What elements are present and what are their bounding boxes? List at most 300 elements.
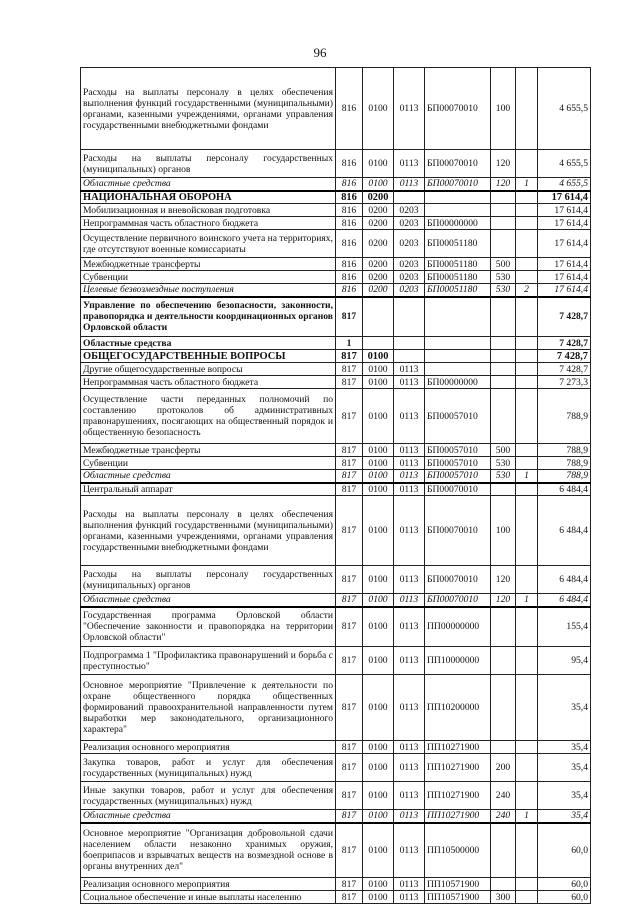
row-csr: ПП10571900 [425,891,491,904]
row-rz: 0100 [363,376,394,389]
row-sum: 35,4 [538,754,591,782]
row-sum: 17 614,4 [538,284,591,297]
row-name: Расходы на выплаты персоналу в целях обеспечения выполнения функций государственными (муниципальными) органами, казенными учреждениями, органами управления государственными внебюджетными фондами [81,68,336,150]
row-ved: 816 [336,150,363,178]
row-vr [491,217,516,230]
row-sum: 95,4 [538,647,591,675]
row-src [516,675,538,741]
row-sum: 17 614,4 [538,191,591,204]
row-ved: 816 [336,204,363,217]
row-vr: 120 [491,594,516,607]
row-ved: 817 [336,647,363,675]
row-sum: 17 614,4 [538,271,591,284]
row-ved: 817 [336,297,363,337]
row-sum: 788,9 [538,444,591,457]
table-row [81,204,591,217]
row-src [516,566,538,594]
row-vr [491,647,516,675]
row-csr: ПП10000000 [425,647,491,675]
table-row [81,284,591,297]
row-ved: 817 [336,350,363,363]
table-row [81,891,591,904]
row-rz: 0200 [363,230,394,258]
table-row [81,782,591,810]
row-src [516,258,538,271]
row-ved: 816 [336,68,363,150]
table-row [81,810,591,823]
row-csr: БП00070010 [425,150,491,178]
table-row [81,594,591,607]
row-sum: 60,0 [538,823,591,878]
row-vr [491,389,516,444]
table-row [81,271,591,284]
row-sum: 6 484,4 [538,566,591,594]
row-src [516,891,538,904]
row-vr [491,823,516,878]
row-sum: 60,0 [538,878,591,891]
row-rz: 0200 [363,204,394,217]
row-sum: 60,0 [538,891,591,904]
row-name: Областные средства [81,594,336,607]
row-csr: БП00057010 [425,444,491,457]
row-vr [491,297,516,337]
row-rz: 0200 [363,284,394,297]
row-pr: 0113 [394,594,425,607]
row-pr: 0113 [394,891,425,904]
row-vr [491,878,516,891]
table-row [81,823,591,878]
row-name: НАЦИОНАЛЬНАЯ ОБОРОНА [81,191,336,204]
row-src: 2 [516,284,538,297]
row-csr: БП00057010 [425,457,491,470]
row-rz: 0100 [363,483,394,496]
row-src [516,230,538,258]
row-ved: 817 [336,376,363,389]
row-src: 1 [516,594,538,607]
row-src [516,271,538,284]
row-pr: 0203 [394,271,425,284]
row-rz: 0100 [363,741,394,754]
row-ved: 817 [336,891,363,904]
row-vr [491,607,516,647]
row-rz: 0100 [363,782,394,810]
row-pr: 0113 [394,68,425,150]
table-row [81,878,591,891]
row-ved: 817 [336,754,363,782]
row-src [516,217,538,230]
table-row [81,470,591,483]
row-rz: 0100 [363,823,394,878]
row-src [516,376,538,389]
row-sum: 35,4 [538,810,591,823]
row-src: 1 [516,810,538,823]
row-ved: 816 [336,191,363,204]
row-name: Мобилизационная и вневойсковая подготовка [81,204,336,217]
row-src [516,337,538,350]
row-csr [425,350,491,363]
row-pr: 0113 [394,389,425,444]
row-name: Осуществление части переданных полномочий по составлению протоколов об административных правонарушениях, посягающих на общественный порядок и общественную безопасность [81,389,336,444]
row-src [516,191,538,204]
row-ved: 816 [336,271,363,284]
row-pr: 0113 [394,741,425,754]
row-sum: 7 428,7 [538,363,591,376]
row-vr: 500 [491,444,516,457]
table-row [81,376,591,389]
row-ved: 1 [336,337,363,350]
row-sum: 4 655,5 [538,68,591,150]
row-rz: 0100 [363,594,394,607]
row-csr: БП00070010 [425,566,491,594]
row-name: Областные средства [81,178,336,191]
row-pr: 0113 [394,823,425,878]
row-csr: БП00070010 [425,68,491,150]
row-name: Управление по обеспечению безопасности, законности, правопорядка и деятельности координационных органов Орловской области [81,297,336,337]
row-src [516,457,538,470]
table-row [81,258,591,271]
row-name: Областные средства [81,810,336,823]
row-vr: 240 [491,810,516,823]
row-name: Реализация основного мероприятия [81,741,336,754]
row-ved: 817 [336,444,363,457]
row-name: Непрограммная часть областного бюджета [81,376,336,389]
row-csr [425,337,491,350]
row-rz: 0100 [363,457,394,470]
row-sum: 6 484,4 [538,594,591,607]
row-ved: 816 [336,284,363,297]
row-pr [394,350,425,363]
row-pr: 0113 [394,470,425,483]
row-csr: БП00051180 [425,258,491,271]
row-vr [491,204,516,217]
row-csr: БП00057010 [425,470,491,483]
row-src [516,363,538,376]
row-pr: 0203 [394,258,425,271]
row-csr: ПП10200000 [425,675,491,741]
row-ved: 817 [336,363,363,376]
row-sum: 4 655,5 [538,178,591,191]
row-vr [491,230,516,258]
row-name: Основное мероприятие "Организация добровольной сдачи населением области незаконно хранимых оружия, боеприпасов и взрывчатых веществ на возмездной основе в органы внутренних дел" [81,823,336,878]
row-vr [491,363,516,376]
row-pr: 0113 [394,444,425,457]
row-rz: 0100 [363,470,394,483]
row-pr: 0113 [394,457,425,470]
row-sum: 35,4 [538,782,591,810]
row-vr: 530 [491,284,516,297]
row-csr: БП00070010 [425,178,491,191]
row-name: Иные закупки товаров, работ и услуг для обеспечения государственных (муниципальных) нужд [81,782,336,810]
row-rz: 0100 [363,68,394,150]
row-rz: 0100 [363,363,394,376]
row-src [516,483,538,496]
row-rz: 0100 [363,607,394,647]
row-sum: 155,4 [538,607,591,647]
row-name: Осуществление первичного воинского учета на территориях, где отсутствуют военные комиссариаты [81,230,336,258]
row-vr: 240 [491,782,516,810]
row-ved: 817 [336,823,363,878]
row-ved: 817 [336,483,363,496]
row-name: Межбюджетные трансферты [81,444,336,457]
row-ved: 816 [336,217,363,230]
table-row [81,350,591,363]
row-src [516,68,538,150]
row-csr: ПП10500000 [425,823,491,878]
row-name: Основное мероприятие "Привлечение к деятельности по охране общественного порядка общественных формирований правоохранительной направленности путем выработки мер законодательного, организационного характера" [81,675,336,741]
row-name: Целевые безвозмездные поступления [81,284,336,297]
row-rz: 0200 [363,191,394,204]
row-name: Областные средства [81,337,336,350]
row-sum: 788,9 [538,470,591,483]
row-sum: 788,9 [538,389,591,444]
row-name: Межбюджетные трансферты [81,258,336,271]
row-vr: 100 [491,68,516,150]
row-sum: 17 614,4 [538,258,591,271]
row-vr: 530 [491,457,516,470]
row-name: Закупка товаров, работ и услуг для обеспечения государственных (муниципальных) нужд [81,754,336,782]
row-ved: 817 [336,389,363,444]
row-src [516,754,538,782]
row-sum: 17 614,4 [538,217,591,230]
row-vr: 530 [491,470,516,483]
row-csr: БП00000000 [425,217,491,230]
row-sum: 17 614,4 [538,230,591,258]
row-ved: 817 [336,782,363,810]
row-ved: 817 [336,594,363,607]
row-ved: 817 [336,457,363,470]
row-pr: 0113 [394,754,425,782]
row-name: Непрограммная часть областного бюджета [81,217,336,230]
row-pr: 0203 [394,217,425,230]
row-src [516,647,538,675]
row-csr: БП00070010 [425,496,491,566]
row-csr [425,204,491,217]
row-rz: 0200 [363,217,394,230]
table-row [81,741,591,754]
row-csr: БП00000000 [425,376,491,389]
row-vr: 200 [491,754,516,782]
row-ved: 817 [336,810,363,823]
row-name: Субвенции [81,457,336,470]
row-csr: БП00051180 [425,284,491,297]
row-rz: 0100 [363,754,394,782]
row-sum: 4 655,5 [538,150,591,178]
table-row [81,178,591,191]
row-vr [491,483,516,496]
row-ved: 817 [336,566,363,594]
row-src: 1 [516,178,538,191]
row-sum: 35,4 [538,675,591,741]
row-name: Другие общегосударственные вопросы [81,363,336,376]
row-src [516,782,538,810]
row-src [516,823,538,878]
row-src [516,150,538,178]
row-name: Реализация основного мероприятия [81,878,336,891]
table-row [81,675,591,741]
row-name: Социальное обеспечение и иные выплаты населению [81,891,336,904]
row-name: Расходы на выплаты персоналу в целях обеспечения выполнения функций государственными (муниципальными) органами, казенными учреждениями, органами управления государственными внебюджетными фондами [81,496,336,566]
table-row [81,191,591,204]
row-name: Государственная программа Орловской области "Обеспечение законности и правопорядка на территории Орловской области" [81,607,336,647]
row-name: Субвенции [81,271,336,284]
row-pr [394,297,425,337]
row-vr [491,337,516,350]
row-rz: 0200 [363,258,394,271]
row-rz: 0100 [363,878,394,891]
row-src [516,389,538,444]
page-number: 96 [313,45,327,60]
row-vr [491,376,516,389]
row-name: Расходы на выплаты персоналу государственных (муниципальных) органов [81,150,336,178]
row-csr: ПП00000000 [425,607,491,647]
row-pr: 0113 [394,150,425,178]
row-csr: ПП10271900 [425,754,491,782]
row-rz: 0100 [363,389,394,444]
row-name: Расходы на выплаты персоналу государственных (муниципальных) органов [81,566,336,594]
row-rz [363,297,394,337]
table-row [81,457,591,470]
row-rz: 0100 [363,444,394,457]
row-csr [425,363,491,376]
row-rz: 0100 [363,178,394,191]
row-sum: 7 428,7 [538,337,591,350]
row-vr: 300 [491,891,516,904]
row-ved: 817 [336,607,363,647]
row-sum: 6 484,4 [538,483,591,496]
row-name: Подпрограмма 1 "Профилактика правонарушений и борьба с преступностью" [81,647,336,675]
table-row [81,150,591,178]
row-csr: ПП10271900 [425,782,491,810]
row-pr [394,191,425,204]
row-rz: 0100 [363,566,394,594]
row-pr: 0203 [394,230,425,258]
row-src [516,496,538,566]
row-vr [491,675,516,741]
table-row [81,363,591,376]
table-row [81,607,591,647]
row-sum: 7 428,7 [538,350,591,363]
row-ved: 816 [336,178,363,191]
row-pr [394,337,425,350]
row-rz: 0100 [363,350,394,363]
row-pr: 0113 [394,878,425,891]
row-pr: 0113 [394,483,425,496]
table-row [81,389,591,444]
row-csr: ПП10571900 [425,878,491,891]
table-row [81,496,591,566]
row-pr: 0113 [394,810,425,823]
row-pr: 0113 [394,496,425,566]
row-src [516,878,538,891]
row-name: Центральный аппарат [81,483,336,496]
row-pr: 0113 [394,376,425,389]
row-ved: 816 [336,230,363,258]
row-name: Областные средства [81,470,336,483]
row-csr [425,297,491,337]
row-vr [491,350,516,363]
row-rz: 0100 [363,150,394,178]
row-csr: БП00051180 [425,271,491,284]
row-pr: 0113 [394,607,425,647]
table-row [81,230,591,258]
table-row [81,647,591,675]
row-sum: 17 614,4 [538,204,591,217]
row-sum: 35,4 [538,741,591,754]
row-vr [491,191,516,204]
table-row [81,217,591,230]
row-src [516,444,538,457]
row-pr: 0113 [394,178,425,191]
row-ved: 817 [336,470,363,483]
row-vr: 530 [491,271,516,284]
row-vr: 100 [491,496,516,566]
row-src [516,607,538,647]
row-vr: 120 [491,150,516,178]
row-csr: БП00070010 [425,594,491,607]
row-vr: 120 [491,178,516,191]
row-rz: 0100 [363,891,394,904]
row-ved: 817 [336,878,363,891]
row-sum: 7 273,3 [538,376,591,389]
row-csr: ПП10271900 [425,810,491,823]
row-sum: 7 428,7 [538,297,591,337]
row-rz: 0100 [363,810,394,823]
row-csr: БП00057010 [425,389,491,444]
table-row [81,444,591,457]
row-src: 1 [516,470,538,483]
row-src [516,297,538,337]
row-csr: ПП10271900 [425,741,491,754]
budget-table-body [81,68,591,904]
row-rz: 0100 [363,496,394,566]
row-sum: 788,9 [538,457,591,470]
row-pr: 0113 [394,363,425,376]
row-pr: 0113 [394,782,425,810]
row-pr: 0113 [394,647,425,675]
table-row [81,754,591,782]
row-ved: 817 [336,675,363,741]
row-rz [363,337,394,350]
row-csr: БП00070010 [425,483,491,496]
row-ved: 817 [336,741,363,754]
row-name: ОБЩЕГОСУДАРСТВЕННЫЕ ВОПРОСЫ [81,350,336,363]
table-row [81,483,591,496]
row-sum: 6 484,4 [538,496,591,566]
row-pr: 0113 [394,566,425,594]
row-pr: 0203 [394,284,425,297]
row-rz: 0100 [363,647,394,675]
row-src [516,350,538,363]
row-vr: 120 [491,566,516,594]
table-row [81,337,591,350]
row-src [516,204,538,217]
row-csr [425,191,491,204]
row-pr: 0203 [394,204,425,217]
row-pr: 0113 [394,675,425,741]
table-row [81,297,591,337]
row-rz: 0100 [363,675,394,741]
row-rz: 0200 [363,271,394,284]
row-ved: 817 [336,496,363,566]
row-vr [491,741,516,754]
row-vr: 500 [491,258,516,271]
row-ved: 816 [336,258,363,271]
row-src [516,741,538,754]
budget-table [80,67,591,904]
table-row [81,68,591,150]
table-row [81,566,591,594]
row-csr: БП00051180 [425,230,491,258]
